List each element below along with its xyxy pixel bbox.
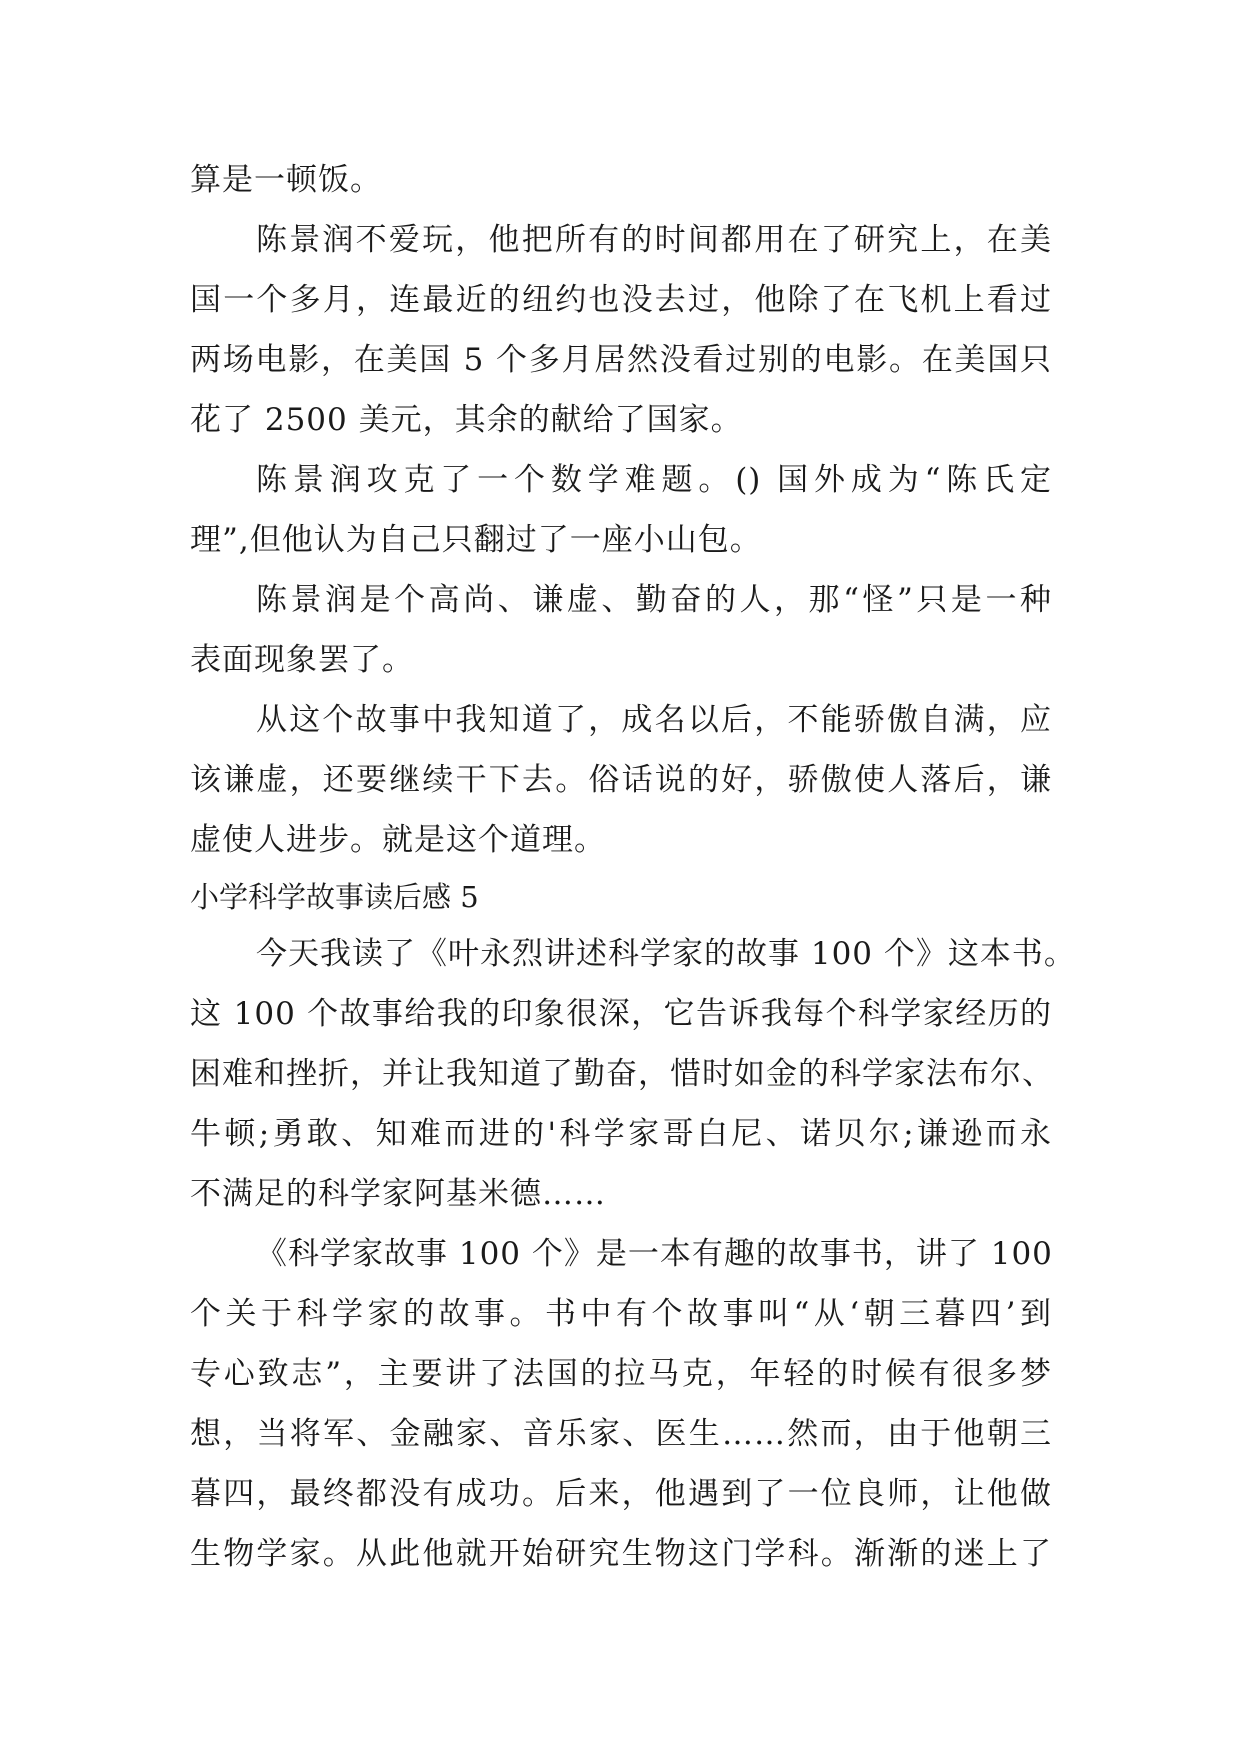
document-page [190, 150, 1076, 1584]
text-line: 《科学家故事 100 个》是一本有趣的故事书，讲了 100 [256, 1236, 1053, 1272]
text-line: 个关于科学家的故事。书中有个故事叫“从‘朝三暮四’到 [190, 1296, 1052, 1332]
text-line: 表面现象罢了。 [190, 642, 414, 678]
text-line: 陈景润攻克了一个数学难题。() 国外成为“陈氏定 [256, 462, 1052, 498]
text-line: 算是一顿饭。 [190, 162, 382, 198]
text-line: 牛顿;勇敢、知难而进的'科学家哥白尼、诺贝尔;谦逊而永 [190, 1116, 1052, 1152]
paragraph-block-1 [190, 150, 1052, 870]
text-line: 想，当将军、金融家、音乐家、医生……然而，由于他朝三 [190, 1416, 1052, 1452]
text-line: 陈景润是个高尚、谦虚、勤奋的人，那“怪”只是一种 [256, 582, 1052, 618]
text-line: 两场电影，在美国 5 个多月居然没看过别的电影。在美国只 [190, 342, 1052, 378]
text-line: 今天我读了《叶永烈讲述科学家的故事 100 个》这本书。 [256, 936, 1076, 972]
text-line: 花了 2500 美元，其余的献给了国家。 [190, 402, 743, 438]
section-heading: 小学科学故事读后感 5 [190, 880, 479, 914]
text-line: 从这个故事中我知道了，成名以后，不能骄傲自满，应 [256, 702, 1052, 738]
paragraph-block-2 [190, 924, 1076, 1584]
text-line: 不满足的科学家阿基米德…… [190, 1176, 606, 1212]
text-line: 该谦虚，还要继续干下去。俗话说的好，骄傲使人落后，谦 [190, 762, 1052, 798]
text-line: 国一个多月，连最近的纽约也没去过，他除了在飞机上看过 [190, 282, 1052, 318]
text-line: 陈景润不爱玩，他把所有的时间都用在了研究上，在美 [256, 222, 1052, 258]
text-line: 困难和挫折，并让我知道了勤奋，惜时如金的科学家法布尔、 [190, 1056, 1054, 1092]
text-line: 理”,但他认为自己只翻过了一座小山包。 [190, 522, 762, 558]
text-line: 生物学家。从此他就开始研究生物这门学科。渐渐的迷上了 [190, 1536, 1052, 1572]
text-line: 暮四，最终都没有成功。后来，他遇到了一位良师，让他做 [190, 1476, 1052, 1512]
text-line: 虚使人进步。就是这个道理。 [190, 822, 606, 858]
text-line: 专心致志”，主要讲了法国的拉马克，年轻的时候有很多梦 [190, 1356, 1052, 1392]
text-line: 这 100 个故事给我的印象很深，它告诉我每个科学家经历的 [190, 996, 1052, 1032]
